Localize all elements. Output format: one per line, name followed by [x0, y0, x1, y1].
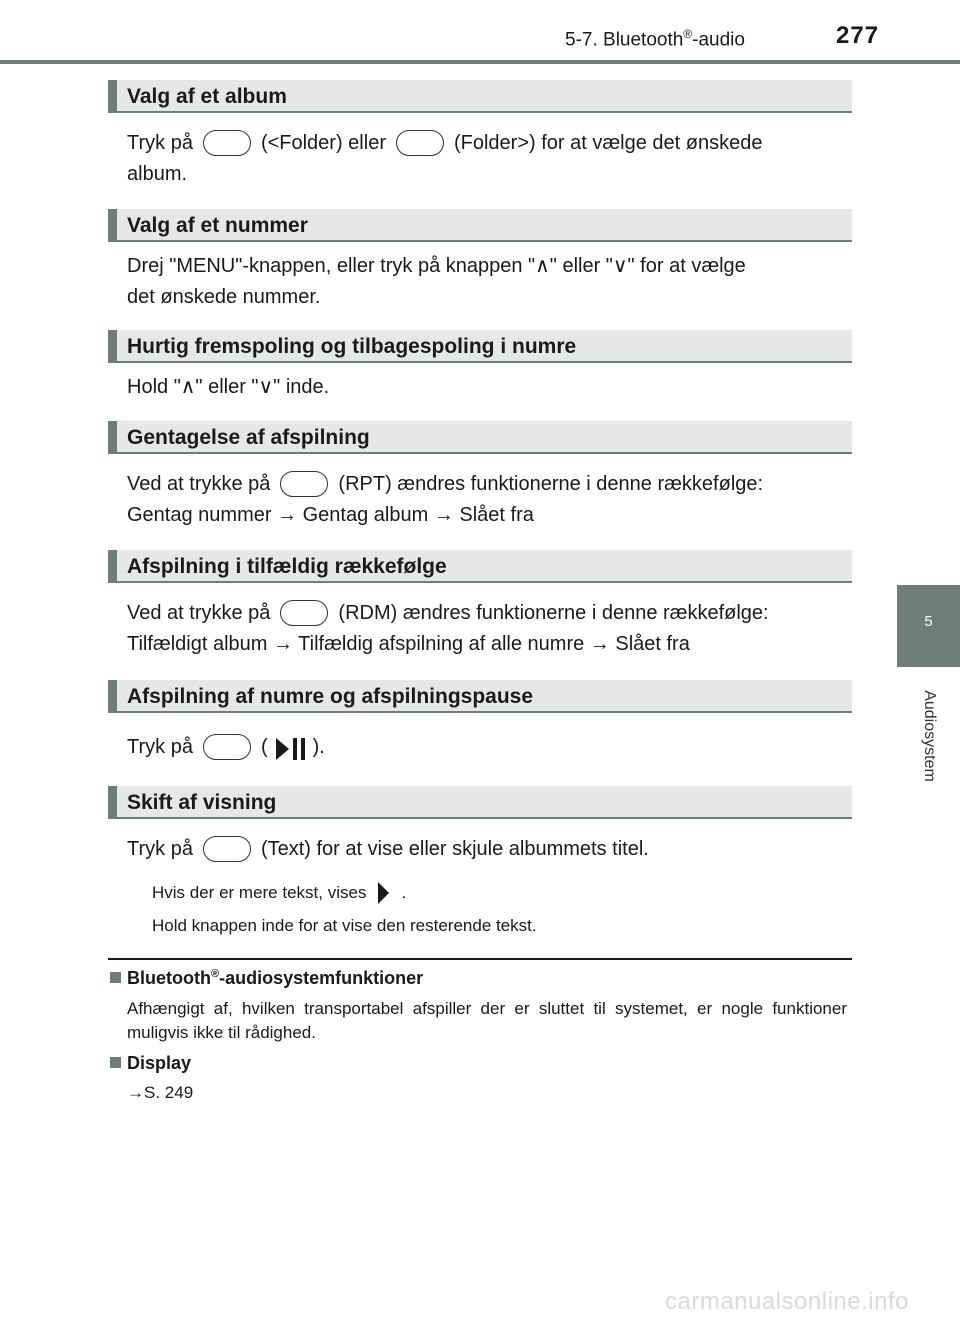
section-body-random	[127, 598, 852, 660]
steering-button-icon	[280, 600, 328, 626]
registered-mark: ®	[683, 27, 693, 41]
note-heading-display	[110, 1053, 191, 1074]
section-header-prefix: 5-7. Bluetooth	[565, 29, 684, 51]
display-note-hold: Hold knappen inde for at vise den resterende tekst.	[152, 916, 537, 935]
steering-button-icon	[203, 836, 251, 862]
chapter-tab-label[interactable]	[897, 667, 960, 877]
page-number: 277	[836, 22, 880, 49]
section-body-play-pause	[127, 732, 852, 769]
note-heading-text: Bluetooth	[127, 968, 211, 988]
section-header-suffix: -audio	[692, 29, 745, 51]
section-heading-album	[108, 80, 852, 113]
section-title: Skift af visning	[127, 791, 277, 814]
body-text-part: Ved at trykke på	[127, 473, 271, 495]
notes-divider	[108, 958, 852, 960]
section-heading-track	[108, 209, 852, 242]
steering-button-icon	[203, 734, 251, 760]
header-rule	[0, 60, 960, 64]
registered-mark: ®	[210, 968, 220, 980]
chapter-tab-number[interactable]: 5	[897, 585, 960, 667]
section-heading-fast-forward	[108, 330, 852, 363]
body-text-part: (	[260, 736, 268, 758]
body-text-line: det ønskede nummer.	[127, 286, 321, 308]
body-text-line: Tilfældigt album → Tilfældig afspilning af alle numre → Slået fra	[127, 633, 690, 655]
body-text-line: Hold "∧" eller "∨" inde.	[127, 376, 330, 398]
section-title: Gentagelse af afspilning	[127, 426, 370, 449]
section-body-display	[127, 834, 852, 865]
body-text-part: (Folder>) for at vælge det ønskede	[453, 132, 763, 154]
sub-text-part: .	[401, 883, 407, 902]
section-heading-display	[108, 786, 852, 819]
chapter-label-text: Audiosystem	[920, 690, 938, 782]
body-text-part: ).	[312, 736, 325, 758]
sub-text-part: Hvis der er mere tekst, vises	[152, 883, 367, 902]
body-text-part: (RPT) ændres funktionerne i denne rækkefølge:	[338, 473, 764, 495]
note-heading-text: Display	[127, 1053, 192, 1073]
body-text-part: (Text) for at vise eller skjule albummets titel.	[260, 838, 649, 860]
body-text-part: (RDM) ændres funktionerne i denne rækkefølge:	[338, 602, 769, 624]
steering-button-icon	[280, 471, 328, 497]
body-text-line: Gentag nummer → Gentag album → Slået fra	[127, 504, 534, 526]
play-pause-icon	[276, 738, 305, 769]
body-text-line: Drej "MENU"-knappen, eller tryk på knappen "∧" eller "∨" for at vælge	[127, 255, 746, 277]
section-body-fast-forward	[127, 372, 852, 403]
note-heading-bluetooth	[110, 968, 423, 989]
section-body-track	[127, 251, 852, 313]
section-heading-random	[108, 550, 852, 583]
body-text-part: Tryk på	[127, 736, 193, 758]
watermark: carmanualsonline.info	[665, 1288, 909, 1315]
section-title: Valg af et nummer	[127, 214, 308, 237]
square-bullet-icon	[110, 1057, 121, 1068]
display-note-more-text	[152, 882, 406, 904]
body-text-part: album.	[127, 163, 188, 185]
section-body-repeat	[127, 469, 852, 531]
section-header	[565, 27, 745, 51]
page-reference-link[interactable]: →S. 249	[127, 1083, 194, 1102]
square-bullet-icon	[110, 972, 121, 983]
steering-button-icon	[203, 130, 251, 156]
note-heading-text: -audiosystemfunktioner	[219, 968, 424, 988]
section-heading-play-pause	[108, 680, 852, 713]
body-text-part: Tryk på	[127, 132, 193, 154]
more-text-arrow-icon	[378, 882, 389, 904]
body-text-part: Tryk på	[127, 838, 193, 860]
note-body-bluetooth: Afhængigt af, hvilken transportabel afspiller der er sluttet til systemet, er nogle funktioner muligvis ikke til rådighed.	[127, 999, 847, 1042]
section-title: Afspilning af numre og afspilningspause	[127, 685, 534, 708]
body-text-part: Ved at trykke på	[127, 602, 271, 624]
section-heading-repeat	[108, 421, 852, 454]
section-title: Hurtig fremspoling og tilbagespoling i numre	[127, 335, 577, 358]
body-text-part: (<Folder) eller	[260, 132, 386, 154]
section-body-album	[127, 128, 852, 190]
section-title: Afspilning i tilfældig rækkefølge	[127, 555, 447, 578]
steering-button-icon	[396, 130, 444, 156]
section-title: Valg af et album	[127, 85, 287, 108]
